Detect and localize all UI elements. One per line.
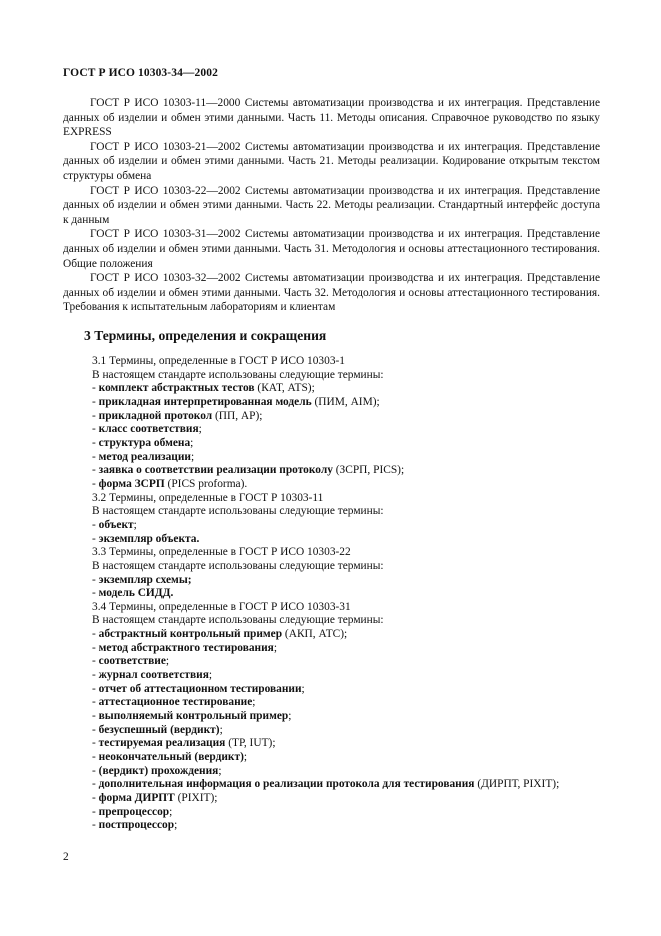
term-item <box>92 710 602 724</box>
term-name: прикладной протокол <box>98 409 213 422</box>
term-item <box>92 437 602 451</box>
term-name: аттестационное тестирование <box>98 696 253 709</box>
term-item <box>92 533 602 547</box>
term-abbreviation: (ДИРПТ, PIXIT); <box>474 778 560 791</box>
subsection-line: В настоящем стандарте использованы следующие термины: <box>92 368 384 381</box>
term-item <box>92 519 602 533</box>
term-item <box>92 451 602 465</box>
term-name: неокончательный (вердикт) <box>98 751 244 764</box>
term-item <box>92 669 602 683</box>
term-abbreviation: ; <box>243 751 248 764</box>
term-name: экземпляр объекта. <box>98 532 200 545</box>
term-dash: - <box>92 778 99 791</box>
term-name: метод реализации <box>98 450 191 463</box>
term-dash: - <box>92 532 99 545</box>
reference-entry: ГОСТ Р ИСО 10303-22—2002 Системы автоматизации производства и их интеграция. Представление данных об изделии и обмен этими данными. Часть 22. Методы реализации. Стандартный интерфейс доступа к данным <box>63 184 600 226</box>
subsection-line: В настоящем стандарте использованы следующие термины: <box>92 559 384 572</box>
term-item <box>92 574 602 588</box>
term-abbreviation: ; <box>191 450 195 463</box>
term-name: выполняемый контрольный пример <box>98 710 289 723</box>
term-name: дополнительная информация о реализации протокола для тестирования <box>98 778 475 791</box>
term-name: заявка о соответствии реализации протоколу <box>98 464 333 477</box>
term-abbreviation: (PIXIT); <box>174 792 218 804</box>
subsection-line: В настоящем стандарте использованы следующие термины: <box>92 614 384 627</box>
term-abbreviation: ; <box>198 423 202 436</box>
term-dash: - <box>92 423 99 436</box>
term-abbreviation: ; <box>273 641 278 654</box>
term-name: форма ЗСРП <box>98 477 165 490</box>
term-item <box>92 464 602 478</box>
term-dash: - <box>92 477 99 490</box>
term-dash: - <box>92 696 99 709</box>
term-dash: - <box>92 382 99 395</box>
term-dash: - <box>92 409 99 422</box>
term-abbreviation: (ТР, IUT); <box>225 737 276 750</box>
term-dash: - <box>92 682 99 695</box>
term-item <box>92 778 602 792</box>
term-item <box>92 628 602 642</box>
term-name: объект <box>98 518 134 531</box>
term-abbreviation: ; <box>174 819 178 832</box>
reference-entry: ГОСТ Р ИСО 10303-11—2000 Системы автоматизации производства и их интеграция. Представление данных об изделии и обмен этими данными. Часть 11. Методы описания. Справочное руководство по языку EXPRESS <box>63 97 600 139</box>
term-item <box>92 642 602 656</box>
term-dash: - <box>92 723 99 736</box>
term-dash: - <box>92 573 99 586</box>
term-item <box>92 806 602 820</box>
term-abbreviation: (ПИМ, AIM); <box>311 395 380 408</box>
term-dash: - <box>92 464 99 477</box>
term-name: форма ДИРПТ <box>98 792 175 804</box>
term-dash: - <box>92 450 99 463</box>
subsection-line: 3.3 Термины, определенные в ГОСТ Р ИСО 10303-22 <box>92 546 351 559</box>
term-abbreviation: ; <box>133 518 137 531</box>
term-name: отчет об аттестационном тестировании <box>98 682 302 695</box>
term-item <box>92 765 602 779</box>
term-name: экземпляр схемы; <box>98 573 192 586</box>
term-abbreviation: ; <box>190 436 194 449</box>
term-dash: - <box>92 764 99 777</box>
term-name: соответствие <box>98 655 166 668</box>
term-name: модель СИДД. <box>98 587 174 600</box>
page-number: 2 <box>63 851 69 863</box>
term-item <box>92 819 602 833</box>
reference-entry: ГОСТ Р ИСО 10303-21—2002 Системы автоматизации производства и их интеграция. Представление данных об изделии и обмен этими данными. Часть 21. Методы реализации. Кодирование открытым текстом структуры обмена <box>63 140 600 182</box>
term-dash: - <box>92 792 99 804</box>
term-abbreviation: ; <box>218 764 222 777</box>
term-abbreviation: ; <box>301 682 305 695</box>
term-item <box>92 724 602 738</box>
term-name: прикладная интерпретированная модель <box>98 395 312 408</box>
term-dash: - <box>92 641 99 654</box>
term-name: абстрактный контрольный пример <box>98 628 283 641</box>
term-item <box>92 792 602 806</box>
term-abbreviation: ; <box>165 655 170 668</box>
term-dash: - <box>92 587 99 600</box>
term-item <box>92 423 602 437</box>
term-item <box>92 410 602 424</box>
term-dash: - <box>92 710 99 723</box>
terms-list <box>92 355 602 833</box>
subsection-line: 3.4 Термины, определенные в ГОСТ Р ИСО 10303-31 <box>92 600 351 613</box>
term-abbreviation: (ЗСРП, PICS); <box>332 464 405 477</box>
term-name: журнал соответствия <box>98 669 209 682</box>
term-name: класс соответствия <box>98 423 199 436</box>
term-item <box>92 683 602 697</box>
term-item <box>92 587 602 601</box>
term-abbreviation: ; <box>288 710 292 723</box>
term-dash: - <box>92 805 99 818</box>
term-dash: - <box>92 436 99 449</box>
term-item <box>92 478 602 492</box>
subsection-line: 3.2 Термины, определенные в ГОСТ Р 10303-11 <box>92 491 324 504</box>
term-item <box>92 696 602 710</box>
standard-header: ГОСТ Р ИСО 10303-34—2002 <box>63 67 218 79</box>
term-dash: - <box>92 819 99 832</box>
term-abbreviation: (PICS proforma). <box>164 477 248 490</box>
term-dash: - <box>92 628 99 641</box>
term-name: метод абстрактного тестирования <box>98 641 274 654</box>
term-name: безуспешный (вердикт) <box>98 723 220 736</box>
term-abbreviation: ; <box>219 723 223 736</box>
subsection-line: 3.1 Термины, определенные в ГОСТ Р ИСО 10303-1 <box>92 355 346 367</box>
normative-references <box>63 96 600 315</box>
term-name: постпроцессор <box>98 819 175 832</box>
term-name: (вердикт) прохождения <box>98 764 219 777</box>
subsection-line: В настоящем стандарте использованы следующие термины: <box>92 505 384 518</box>
term-name: комплект абстрактных тестов <box>98 382 255 395</box>
term-dash: - <box>92 751 99 764</box>
term-item <box>92 737 602 751</box>
term-name: препроцессор <box>98 805 170 818</box>
term-item <box>92 655 602 669</box>
section-title: 3 Термины, определения и сокращения <box>84 328 327 343</box>
term-dash: - <box>92 395 99 408</box>
term-name: структура обмена <box>98 436 191 449</box>
term-item <box>92 396 602 410</box>
term-dash: - <box>92 655 99 668</box>
term-abbreviation: ; <box>169 805 173 818</box>
term-abbreviation: ; <box>252 696 256 709</box>
reference-entry: ГОСТ Р ИСО 10303-32—2002 Системы автоматизации производства и их интеграция. Представление данных об изделии и обмен этими данными. Часть 32. Методология и основы аттестационного тестирования. Требования к испытательным лабораториям и клиентам <box>63 272 600 314</box>
term-name: тестируемая реализация <box>98 737 226 750</box>
term-abbreviation: (КАТ, ATS); <box>254 382 315 395</box>
term-abbreviation: ; <box>208 669 213 682</box>
term-dash: - <box>92 737 99 750</box>
term-abbreviation: (ПП, AP); <box>212 409 263 422</box>
reference-entry: ГОСТ Р ИСО 10303-31—2002 Системы автоматизации производства и их интеграция. Представление данных об изделии и обмен этими данными. Часть 31. Методология и основы аттестационного тестирования. Общие положения <box>63 228 600 270</box>
term-abbreviation: (АКП, АТС); <box>282 628 348 641</box>
term-dash: - <box>92 518 99 531</box>
term-item <box>92 751 602 765</box>
term-item <box>92 382 602 396</box>
term-dash: - <box>92 669 99 682</box>
